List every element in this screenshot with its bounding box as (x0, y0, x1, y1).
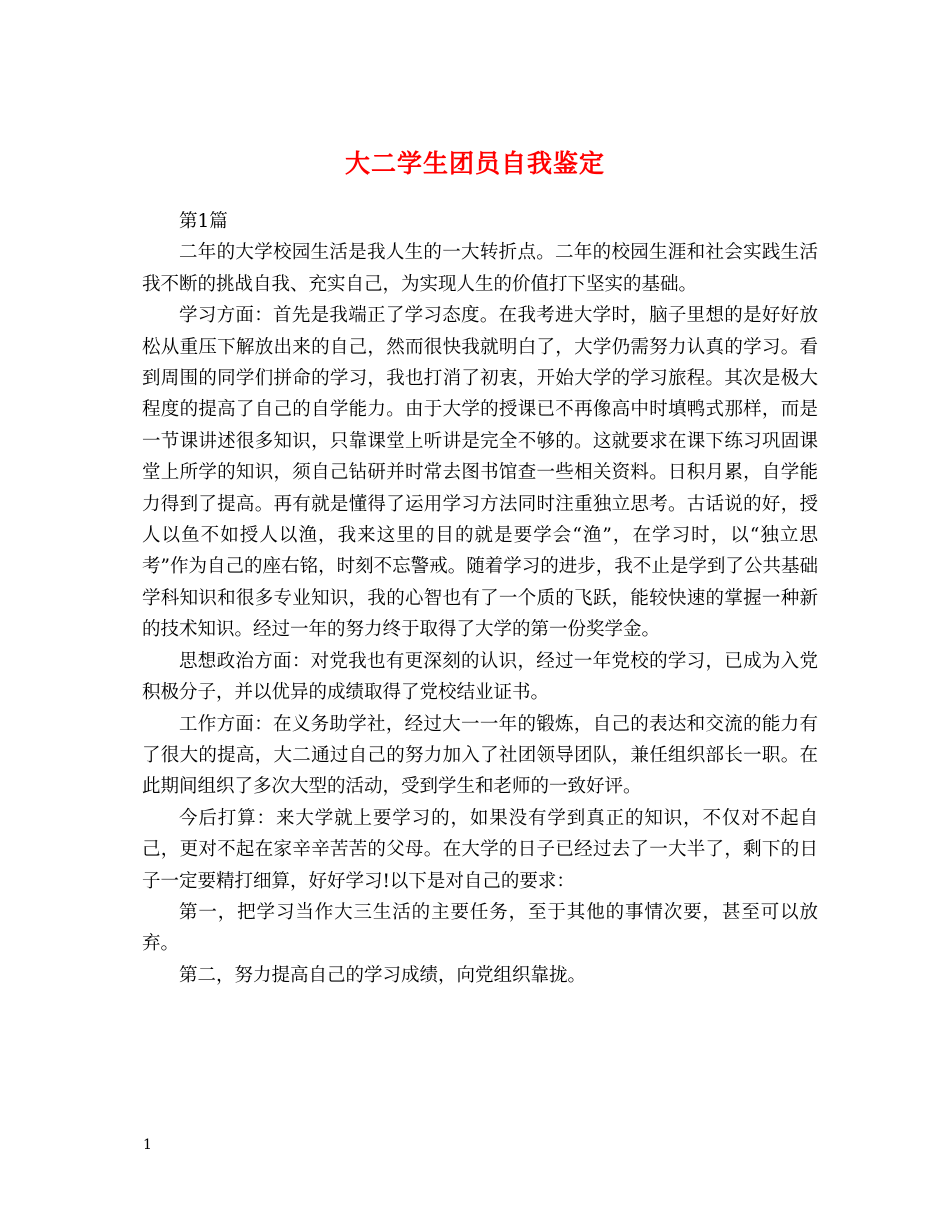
document-body (142, 206, 818, 991)
section-heading: 第1篇 (179, 211, 228, 232)
paragraph-study: 学习方面：首先是我端正了学习态度。在我考进大学时，脑子里想的是好好放松从重压下解放出来的自己，然而很快我就明白了，大学仍需努力认真的学习。看到周围的同学们拼命的学习，我也打消了初衷，开始大学的学习旅程。其次是极大程度的提高了自己的自学能力。由于大学的授课已不再像高中时填鸭式那样，而是一节课讲述很多知识，只靠课堂上听讲是完全不够的。这就要求在课下练习巩固课堂上所学的知识，须自己钻研并时常去图书馆查一些相关资料。日积月累，自学能力得到了提高。再有就是懂得了运用学习方法同时注重独立思考。古话说的好，授人以鱼不如授人以渔，我来这里的目的就是要学会“渔”，在学习时，以“独立思考”作为自己的座右铭，时刻不忘警戒。随着学习的进步，我不止是学到了公共基础学科知识和很多专业知识，我的心智也有了一个质的飞跃，能较快速的掌握一种新的技术知识。经过一年的努力终于取得了大学的第一份奖学金。 (142, 305, 818, 641)
paragraph-politics: 思想政治方面：对党我也有更深刻的认识，经过一年党校的学习，已成为入党积极分子，并以优异的成绩取得了党校结业证书。 (142, 650, 818, 704)
document-title: 大二学生团员自我鉴定 (344, 148, 605, 178)
paragraph-goal-one: 第一，把学习当作大三生活的主要任务，至于其他的事情次要，甚至可以放弃。 (142, 901, 818, 955)
paragraph-goal-two: 第二，努力提高自己的学习成绩，向党组织靠拢。 (179, 964, 587, 986)
paragraph-plans: 今后打算：来大学就上要学习的，如果没有学到真正的知识，不仅对不起自己，更对不起在家辛辛苦苦的父母。在大学的日子已经过去了一大半了，剩下的日子一定要精打细算，好好学习!以下是对自己的要求： (142, 807, 818, 892)
page-number: 1 (143, 1137, 152, 1153)
paragraph-intro: 二年的大学校园生活是我人生的一大转折点。二年的校园生涯和社会实践生活我不断的挑战自我、充实自己，为实现人生的价值打下坚实的基础。 (142, 242, 818, 295)
paragraph-work: 工作方面：在义务助学社，经过大一一年的锻炼，自己的表达和交流的能力有了很大的提高，大二通过自己的努力加入了社团领导团队，兼任组织部长一职。在此期间组织了多次大型的活动，受到学生和老师的一致好评。 (142, 713, 818, 798)
